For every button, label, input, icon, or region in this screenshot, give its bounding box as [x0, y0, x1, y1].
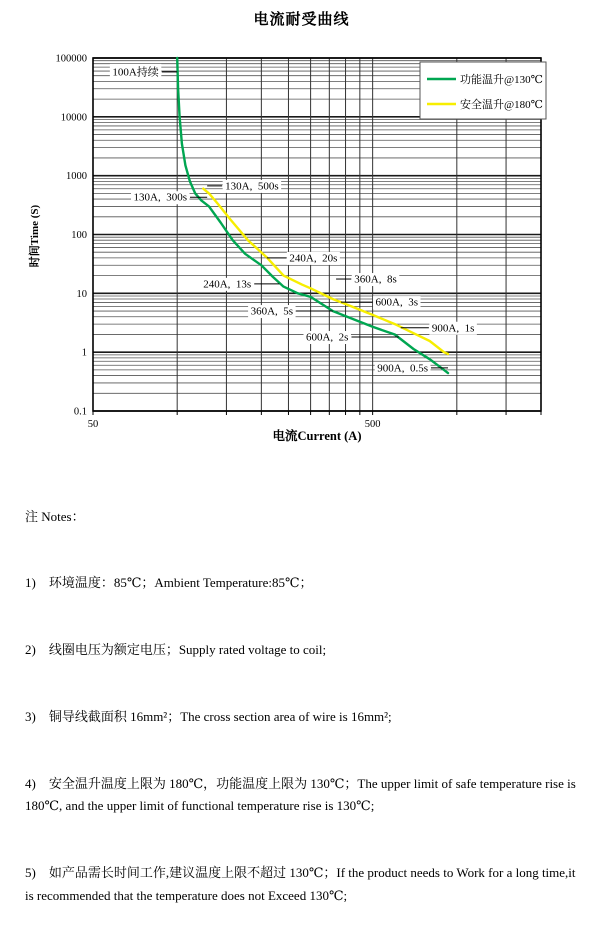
note-item-5: 5) 如产品需长时间工作,建议温度上限不超过 130℃；If the product needs to Work for a long time,it is recommended that the temperature does not Exceed 130℃;: [25, 865, 579, 903]
annotation-label: 240A, 13s: [203, 278, 252, 291]
note-item-3: 3) 铜导线截面积 16mm²；The cross section area of wire is 16mm²;: [25, 709, 392, 725]
x-axis-label: 电流Current (A): [272, 429, 362, 443]
annotation-label: 900A, 1s: [431, 322, 475, 335]
annotation-label: 130A, 300s: [133, 191, 188, 204]
annotation-label: 900A, 0.5s: [377, 362, 428, 375]
curve-safe-temp-180c: [203, 189, 448, 354]
annotation-label: 100A持续: [112, 66, 159, 79]
axis-tick-labels: [56, 54, 381, 431]
curve-functional-temp-130c: [177, 58, 448, 373]
annotation-label: 240A, 20s: [289, 252, 338, 265]
annotation-label: 360A, 5s: [250, 305, 294, 318]
annotation-label: 130A, 500s: [225, 180, 279, 193]
legend-label: 功能温升@130℃: [460, 74, 543, 86]
notes-section: [25, 461, 587, 952]
y-axis-label: 时间Time (S): [29, 204, 41, 268]
note-item-2: 2) 线圈电压为额定电压；Supply rated voltage to coil;: [25, 642, 327, 658]
note-item-4: 4) 安全温升温度上限为 180℃，功能温度上限为 130℃；The upper limit of safe temperature rise is 180℃, and the upper limit of functional temperature rise is 130℃;: [25, 776, 580, 814]
annotation-label: 600A, 2s: [305, 331, 349, 344]
y-tick-label: 0.1: [73, 406, 87, 418]
legend-label: 安全温升@180℃: [460, 99, 543, 111]
y-tick-label: 10000: [60, 112, 87, 124]
y-tick-label: 10: [76, 288, 87, 300]
current-endurance-chart: [0, 0, 603, 455]
x-tick-label: 500: [364, 419, 381, 430]
annotation-label: 360A, 8s: [354, 273, 397, 286]
y-tick-label: 1: [81, 347, 87, 359]
y-tick-label: 1000: [66, 171, 87, 183]
legend: [420, 62, 546, 119]
y-tick-label: 100: [71, 230, 87, 241]
annotation-label: 600A, 3s: [375, 296, 419, 309]
x-tick-label: 50: [87, 419, 99, 430]
y-tick-label: 100000: [55, 53, 87, 65]
note-item-1: 1) 环境温度：85℃；Ambient Temperature:85℃；: [25, 575, 313, 591]
chart-title: 电流耐受曲线: [253, 12, 350, 28]
notes-heading: 注 Notes：: [25, 508, 85, 524]
